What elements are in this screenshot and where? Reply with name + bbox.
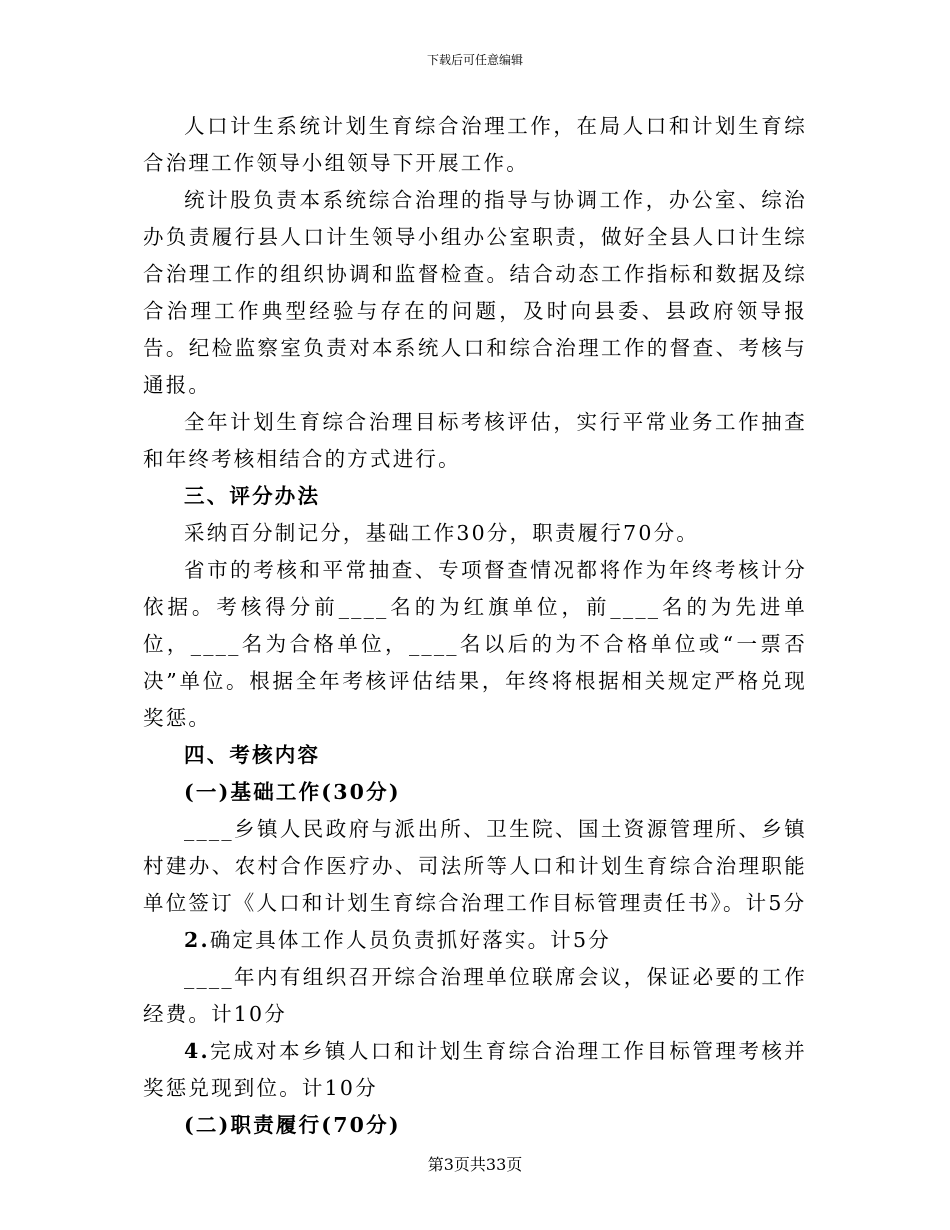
list-item-4-text: 完成对本乡镇人口和计划生育综合治理工作目标管理考核并奖惩兑现到位。计10分	[143, 1039, 807, 1100]
subsection-heading-duties: (二)职责履行(70分)	[184, 1113, 401, 1137]
section-heading-content: 四、考核内容	[184, 743, 321, 767]
section-heading-scoring: 三、评分办法	[184, 484, 321, 508]
list-item-4	[143, 1033, 807, 1107]
page-footer: 第3页共33页	[427, 1155, 523, 1174]
list-item-2	[143, 922, 807, 959]
list-item-2-text: 确定具体工作人员负责抓好落实。计5分	[209, 928, 611, 952]
paragraph-scoring-basis: 省市的考核和平常抽查、专项督查情况都将作为年终考核计分依据。考核得分前____名的为红旗单位，前____名的为先进单位，____名为合格单位，____名以后的为不合格单位或“一票否决”单位。根据全年考核评估结果，年终将根据相关规定严格兑现奖惩。	[143, 558, 807, 730]
list-item-1: ____乡镇人民政府与派出所、卫生院、国土资源管理所、乡镇村建办、农村合作医疗办、司法所等人口和计划生育综合治理职能单位签订《人口和计划生育综合治理工作目标管理责任书》。计5分	[143, 817, 807, 915]
paragraph-leadership: 人口计生系统计划生育综合治理工作，在局人口和计划生育综合治理工作领导小组领导下开展工作。	[143, 114, 807, 175]
paragraph-responsibilities: 统计股负责本系统综合治理的指导与协调工作，办公室、综治办负责履行县人口计生领导小组办公室职责，做好全县人口计生综合治理工作的组织协调和监督检查。结合动态工作指标和数据及综合治理工作典型经验与存在的问题，及时向县委、县政府领导报告。纪检监察室负责对本系统人口和综合治理工作的督查、考核与通报。	[143, 188, 807, 397]
list-item-2-number: 2.	[184, 928, 210, 952]
subsection-heading-basic-work: (一)基础工作(30分)	[184, 780, 401, 804]
paragraph-scoring-scale: 采纳百分制记分，基础工作30分，职责履行70分。	[184, 521, 699, 545]
page-header: 下载后可任意编辑	[426, 53, 523, 67]
document-body	[143, 108, 807, 1144]
paragraph-assessment-method: 全年计划生育综合治理目标考核评估，实行平常业务工作抽查和年终考核相结合的方式进行。	[143, 410, 807, 471]
list-item-4-number: 4.	[184, 1039, 210, 1063]
list-item-3: ____年内有组织召开综合治理单位联席会议，保证必要的工作经费。计10分	[143, 965, 807, 1026]
